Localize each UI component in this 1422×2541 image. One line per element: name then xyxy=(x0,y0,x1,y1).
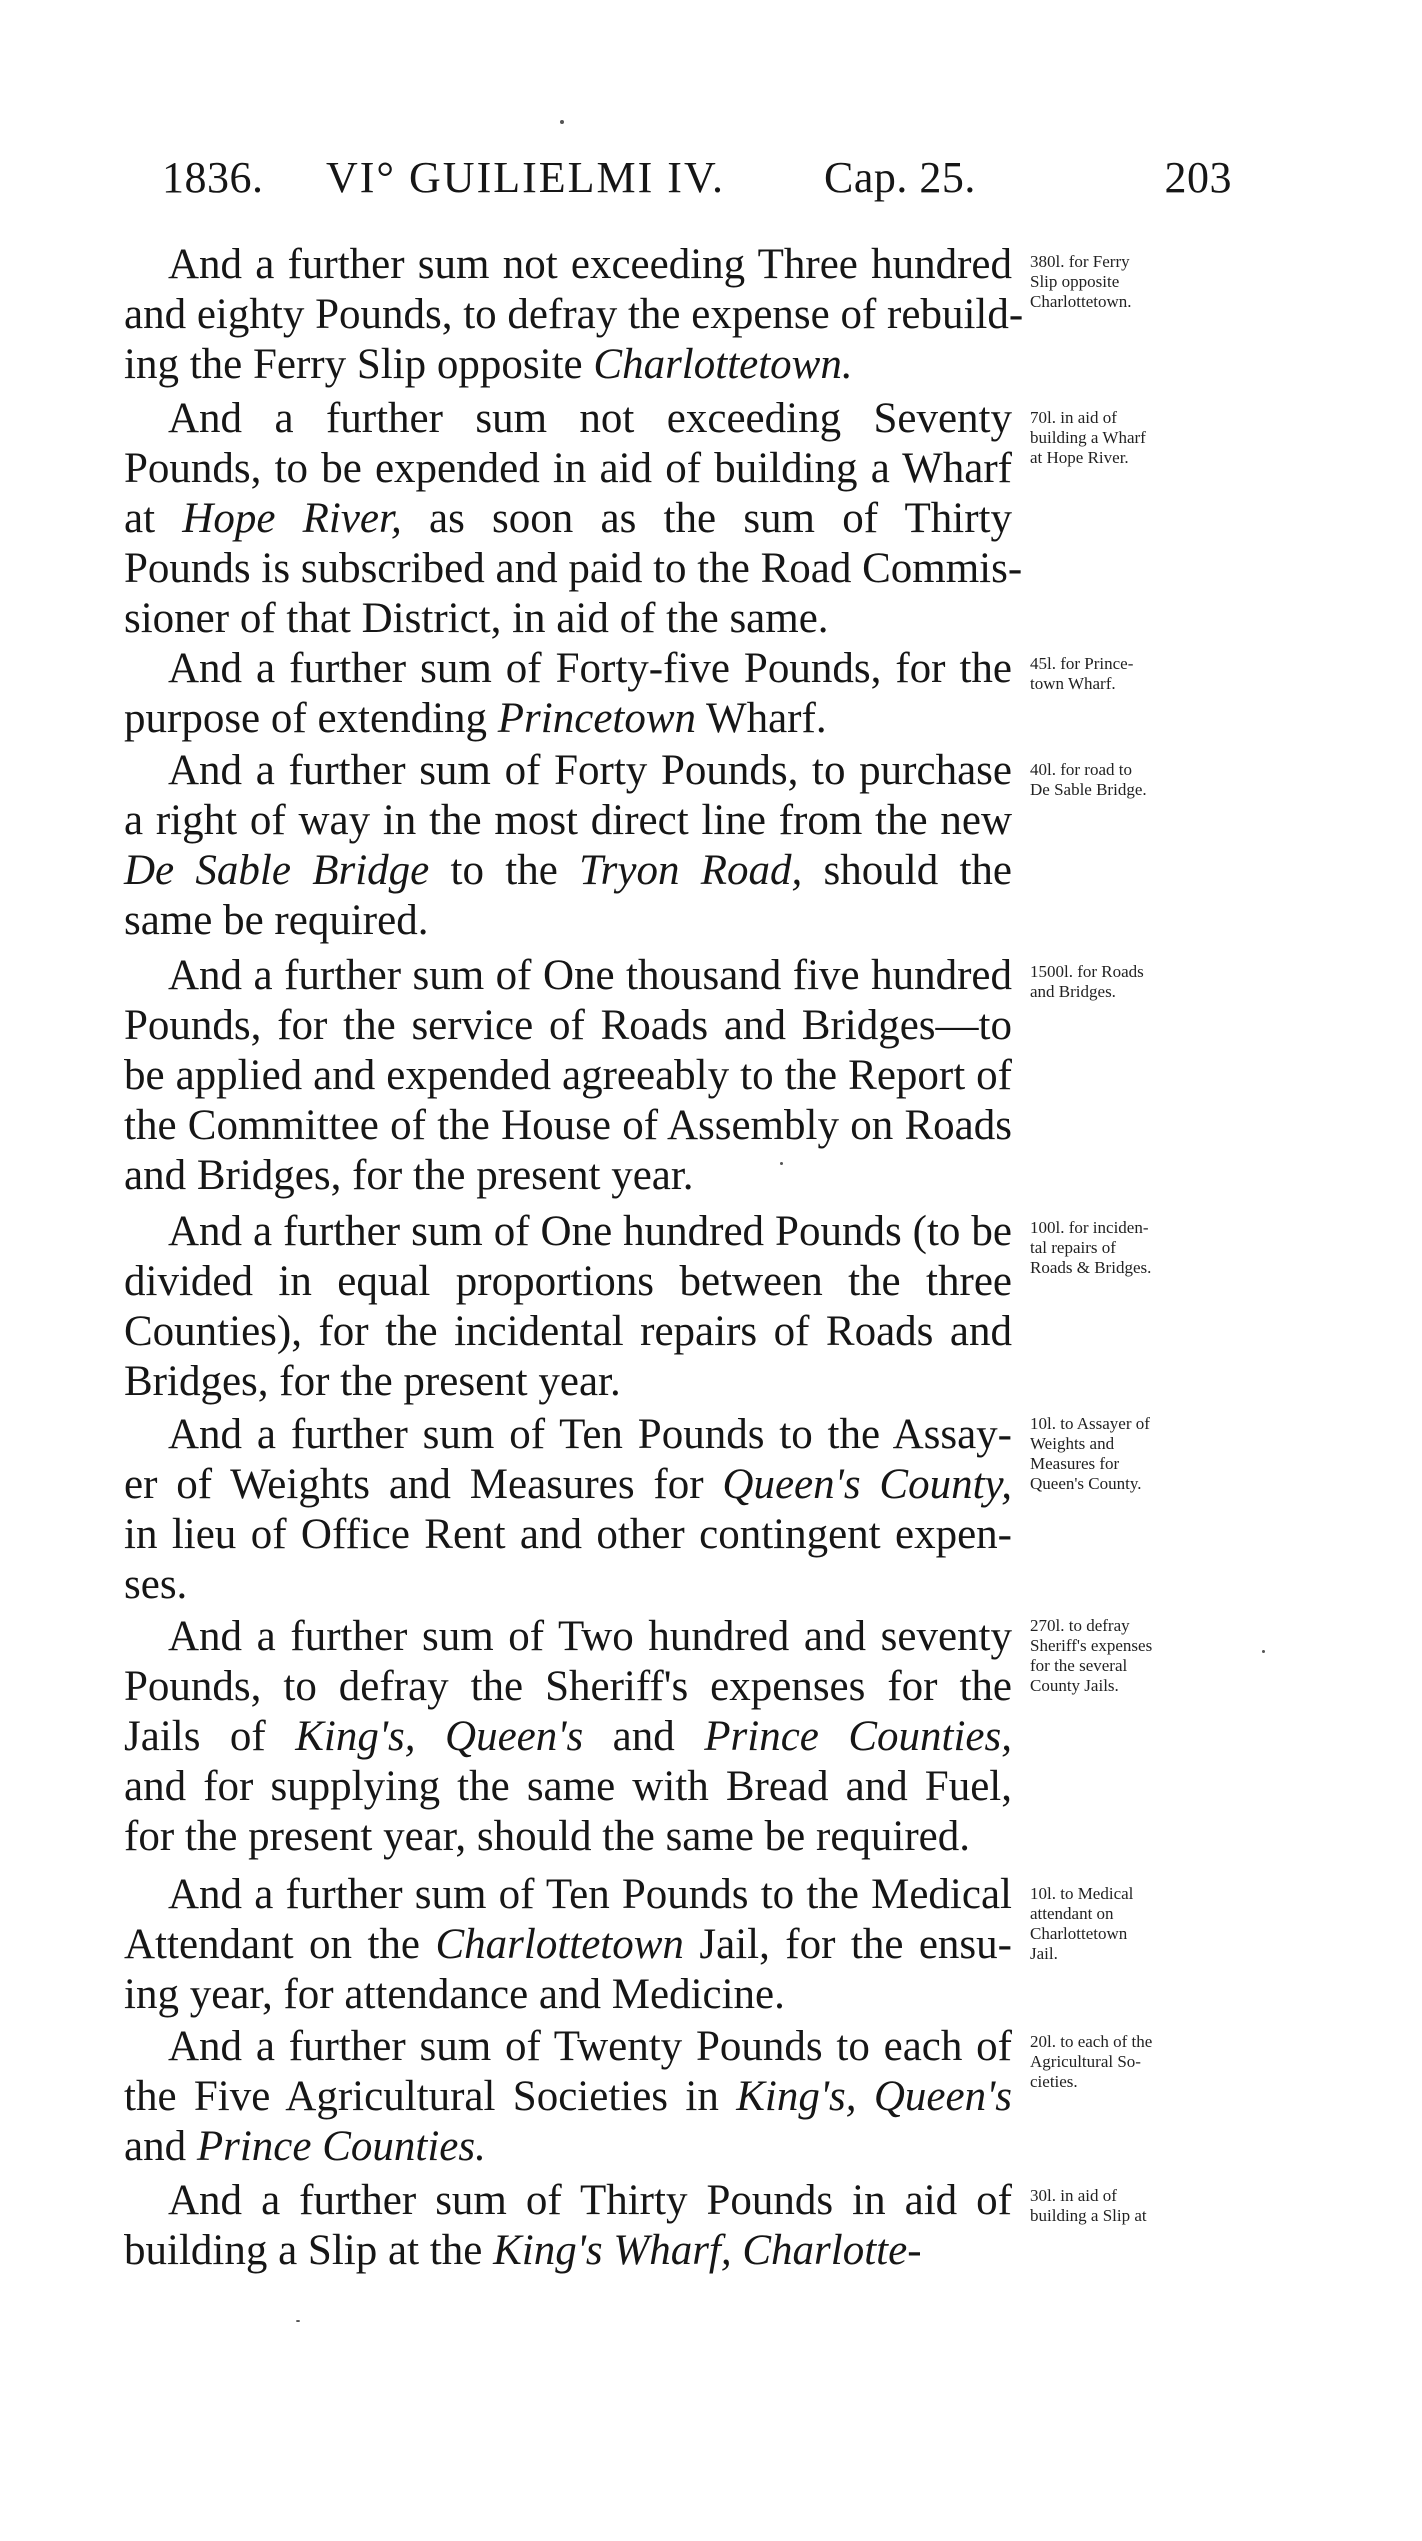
marginal-note-line: tal repairs of xyxy=(1030,1238,1116,1257)
marginal-note-line: 40l. for road to xyxy=(1030,760,1132,779)
text-run: and for supplying the same with Bread and Fuel, xyxy=(124,1763,1012,1810)
marginal-note-line: attendant on xyxy=(1030,1904,1114,1923)
text-run: a right of way in the most direct line from the new xyxy=(124,797,1012,844)
text-run: And a further sum of One hundred Pounds (to be xyxy=(168,1208,1012,1255)
marginal-note-line: 10l. to Medical xyxy=(1030,1884,1134,1903)
text-line xyxy=(124,340,1012,390)
paragraph-de-sable-road xyxy=(124,746,1012,946)
print-speck xyxy=(296,2320,300,2322)
marginal-note-line: 1500l. for Roads xyxy=(1030,962,1144,981)
marginal-note-line: 100l. for inciden- xyxy=(1030,1218,1149,1237)
text-run: be applied and expended agreeably to the Report of xyxy=(124,1052,1012,1099)
text-line xyxy=(124,2176,1012,2226)
text-run: er of Weights and Measures for xyxy=(124,1461,723,1508)
text-line xyxy=(124,1612,1012,1662)
italic-text-run: Charlottetown. xyxy=(593,341,853,388)
marginal-note-roads xyxy=(1030,962,1230,1002)
paragraph-kings-wharf-slip xyxy=(124,2176,1012,2276)
text-run: And a further sum of Ten Pounds to the Medical xyxy=(168,1871,1012,1918)
marginal-note-hope-river xyxy=(1030,408,1230,468)
marginal-note-incidental xyxy=(1030,1218,1230,1278)
running-head-chapter: Cap. 25. xyxy=(824,153,976,202)
marginal-note-line: for the several xyxy=(1030,1656,1128,1675)
text-run: And a further sum not exceeding Three hundred xyxy=(168,241,1012,288)
text-line xyxy=(124,290,1024,340)
marginal-note-princetown xyxy=(1030,654,1230,694)
italic-text-run: Prince Counties. xyxy=(196,2123,486,2170)
text-line xyxy=(124,1510,1012,1560)
text-run: Bridges, for the present year. xyxy=(124,1358,621,1405)
text-line xyxy=(124,2022,1012,2072)
marginal-note-line: building a Wharf xyxy=(1030,428,1146,447)
text-run: in lieu of Office Rent and other contingent expen- xyxy=(124,1511,1012,1558)
text-run: ing year, for attendance and Medicine. xyxy=(124,1971,785,2018)
text-run: to the xyxy=(429,847,580,894)
italic-text-run: Prince Counties, xyxy=(704,1713,1012,1760)
text-line xyxy=(124,2072,1012,2122)
text-line xyxy=(124,1357,1012,1407)
text-line xyxy=(124,1870,1012,1920)
italic-text-run: Charlottetown xyxy=(435,1921,684,1968)
text-line xyxy=(124,1307,1012,1357)
text-line xyxy=(124,444,1012,494)
text-line xyxy=(124,644,1012,694)
text-run: and xyxy=(583,1713,705,1760)
text-run: ses. xyxy=(124,1561,188,1608)
marginal-note-de-sable xyxy=(1030,760,1230,800)
marginal-note-line: 45l. for Prince- xyxy=(1030,654,1134,673)
text-run: Wharf. xyxy=(696,695,827,742)
text-line xyxy=(124,1257,1012,1307)
text-line xyxy=(124,1460,1012,1510)
running-head-title: VI° GUILIELMI IV. xyxy=(326,153,726,202)
text-run: at xyxy=(124,495,183,542)
marginal-note-line: Measures for xyxy=(1030,1454,1120,1473)
marginal-note-kings-wharf xyxy=(1030,2186,1230,2226)
marginal-note-line: Queen's County. xyxy=(1030,1474,1142,1493)
print-speck xyxy=(1262,1650,1265,1653)
text-line xyxy=(124,1712,1012,1762)
italic-text-run: Princetown xyxy=(497,695,697,742)
paragraph-incidental-repairs xyxy=(124,1207,1012,1407)
marginal-note-line: 20l. to each of the xyxy=(1030,2032,1153,2051)
text-run: the Committee of the House of Assembly on Roads xyxy=(124,1102,1012,1149)
text-line xyxy=(124,1101,1012,1151)
italic-text-run: Hope River, xyxy=(182,495,402,542)
text-run: Pounds, to be expended in aid of building a Wharf xyxy=(124,445,1012,492)
marginal-note-line: at Hope River. xyxy=(1030,448,1129,467)
italic-text-run: Queen's County, xyxy=(722,1461,1012,1508)
italic-text-run: Tryon Road, xyxy=(579,847,803,894)
paragraph-roads-and-bridges xyxy=(124,951,1012,1201)
text-line xyxy=(124,394,1012,444)
text-run: And a further sum of One thousand five hundred xyxy=(168,952,1012,999)
text-run: And a further sum of Thirty Pounds in aid of xyxy=(168,2177,1012,2224)
marginal-note-line: Charlottetown. xyxy=(1030,292,1132,311)
italic-text-run: King's, Queen's xyxy=(736,2073,1012,2120)
text-line xyxy=(124,1920,1012,1970)
text-run: Attendant on the xyxy=(124,1921,436,1968)
marginal-note-line: and Bridges. xyxy=(1030,982,1116,1001)
marginal-note-assayer xyxy=(1030,1414,1230,1494)
text-line xyxy=(124,1970,1012,2020)
text-line xyxy=(124,951,1012,1001)
text-run: for the present year, should the same be required. xyxy=(124,1813,971,1860)
marginal-note-line: 10l. to Assayer of xyxy=(1030,1414,1150,1433)
text-run: And a further sum of Forty Pounds, to purchase xyxy=(168,747,1012,794)
text-run: should the xyxy=(802,847,1012,894)
paragraph-ferry-slip xyxy=(124,240,1024,390)
text-line xyxy=(124,594,1012,644)
text-run: as soon as the sum of Thirty xyxy=(401,495,1012,542)
text-line xyxy=(124,1662,1012,1712)
text-run: Pounds is subscribed and paid to the Road Commis- xyxy=(124,545,1023,592)
marginal-note-line: Sheriff's expenses xyxy=(1030,1636,1153,1655)
italic-text-run: De Sable Bridge xyxy=(124,847,430,894)
text-line xyxy=(124,896,1012,946)
text-line xyxy=(124,1151,1012,1201)
marginal-note-line: Slip opposite xyxy=(1030,272,1120,291)
paragraph-medical-attendant xyxy=(124,1870,1012,2020)
text-run: And a further sum of Two hundred and seventy xyxy=(168,1613,1012,1660)
text-run: sioner of that District, in aid of the same. xyxy=(124,595,829,642)
marginal-note-line: 270l. to defray xyxy=(1030,1616,1130,1635)
text-run: Pounds, for the service of Roads and Bridges—to xyxy=(124,1002,1012,1049)
marginal-note-line: 30l. in aid of xyxy=(1030,2186,1117,2205)
text-run: and xyxy=(124,2123,197,2170)
text-line xyxy=(124,494,1012,544)
text-run: the Five Agricultural Societies in xyxy=(124,2073,737,2120)
running-head-year: 1836. xyxy=(162,153,264,202)
text-line xyxy=(124,2122,1012,2172)
marginal-note-line: building a Slip at xyxy=(1030,2206,1147,2225)
text-run: and eighty Pounds, to defray the expense of rebuild- xyxy=(124,291,1024,338)
text-run: and Bridges, for the present year. xyxy=(124,1152,694,1199)
text-line xyxy=(124,240,1012,290)
marginal-note-line: County Jails. xyxy=(1030,1676,1119,1695)
text-line xyxy=(124,1812,1012,1862)
marginal-note-sheriff xyxy=(1030,1616,1230,1696)
marginal-note-line: 380l. for Ferry xyxy=(1030,252,1130,271)
text-run: Jails of xyxy=(124,1713,296,1760)
marginal-note-line: 70l. in aid of xyxy=(1030,408,1117,427)
marginal-note-line: Weights and xyxy=(1030,1434,1115,1453)
print-speck xyxy=(780,1162,783,1165)
text-run: Jail, for the ensu- xyxy=(683,1921,1012,1968)
text-line xyxy=(124,544,1023,594)
text-run: Counties), for the incidental repairs of Roads and xyxy=(124,1308,1012,1355)
marginal-note-line: Charlottetown xyxy=(1030,1924,1128,1943)
text-run: divided in equal proportions between the three xyxy=(124,1258,1012,1305)
text-run: And a further sum of Twenty Pounds to each of xyxy=(168,2023,1012,2070)
marginal-note-line: town Wharf. xyxy=(1030,674,1116,693)
text-run: And a further sum of Forty-five Pounds, for the xyxy=(168,645,1012,692)
marginal-note-medical xyxy=(1030,1884,1230,1964)
italic-text-run: King's, Queen's xyxy=(295,1713,584,1760)
paragraph-assayer xyxy=(124,1410,1012,1610)
marginal-note-line: De Sable Bridge. xyxy=(1030,780,1147,799)
marginal-note-line: Jail. xyxy=(1030,1944,1058,1963)
paragraph-sheriff-expenses xyxy=(124,1612,1012,1862)
text-line xyxy=(124,1410,1012,1460)
text-run: purpose of extending xyxy=(124,695,498,742)
text-line xyxy=(124,1051,1012,1101)
marginal-note-ferry-slip xyxy=(1030,252,1230,312)
text-line xyxy=(124,1207,1012,1257)
text-run: ing the Ferry Slip opposite xyxy=(124,341,594,388)
text-run: same be required. xyxy=(124,897,429,944)
paragraph-hope-river-wharf xyxy=(124,394,1023,644)
italic-text-run: King's Wharf, Charlotte- xyxy=(493,2227,922,2274)
text-line xyxy=(124,746,1012,796)
text-line xyxy=(124,1001,1012,1051)
text-run: And a further sum not exceeding Seventy xyxy=(168,395,1012,442)
paragraph-princetown-wharf xyxy=(124,644,1012,744)
text-line xyxy=(124,2226,1012,2276)
text-run: building a Slip at the xyxy=(124,2227,494,2274)
marginal-note-line: cieties. xyxy=(1030,2072,1078,2091)
text-line xyxy=(124,796,1012,846)
text-line xyxy=(124,1560,1012,1610)
marginal-note-line: Agricultural So- xyxy=(1030,2052,1141,2071)
marginal-note-line: Roads & Bridges. xyxy=(1030,1258,1152,1277)
running-head xyxy=(162,148,1232,208)
text-run: And a further sum of Ten Pounds to the Assay- xyxy=(168,1411,1012,1458)
text-line xyxy=(124,694,1012,744)
print-speck xyxy=(560,120,564,124)
page-number: 203 xyxy=(1164,153,1232,202)
marginal-note-agricultural xyxy=(1030,2032,1230,2092)
text-line xyxy=(124,846,1012,896)
paragraph-agricultural-societies xyxy=(124,2022,1012,2172)
text-run: Pounds, to defray the Sheriff's expenses for the xyxy=(124,1663,1012,1710)
text-line xyxy=(124,1762,1012,1812)
